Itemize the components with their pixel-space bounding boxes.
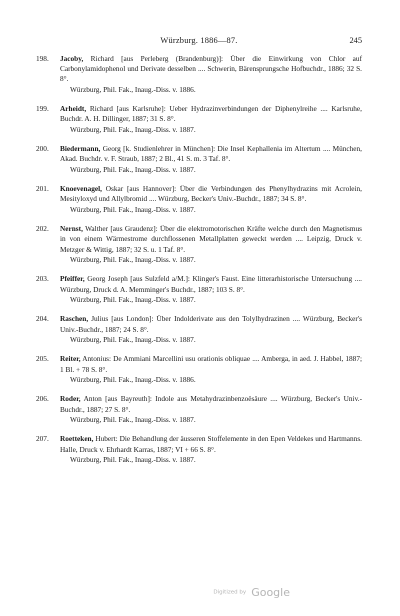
list-item: [36, 354, 362, 385]
entry-publication: Würzburg, Phil. Fak., Inaug.-Diss. v. 1887.: [70, 204, 196, 214]
entry-citation: [60, 274, 362, 294]
entry-number: 204.: [36, 314, 49, 324]
entry-text: Walther [aus Graudenz]: Über die elektromotorischen Kräfte welche durch den Magnetismus in von einem Wärmestrome durchflossenen Metallplatten geweckt werden .... Leipzig, Druck v. Metzger & Wittig, 1887; 32 S. u. 1 Taf. 8°.: [60, 224, 362, 254]
list-item: [36, 394, 362, 425]
author-name: Roetteken,: [60, 434, 94, 444]
author-name: Roder,: [60, 394, 81, 404]
entry-number: 199.: [36, 104, 49, 114]
entry-text: Oskar [aus Hannover]: Über die Verbindungen des Phenylhydrazins mit Acrolein, Mesityloxyd und Allylbromid .... Würzburg, Becker's Univ.-Buchdr., 1887; 34 S. 8°.: [60, 184, 363, 204]
entry-publication: Würzburg, Phil. Fak., Inaug.-Diss. v. 1887.: [70, 334, 196, 344]
author-name: Reiter,: [60, 354, 81, 364]
digitization-watermark: [213, 582, 290, 601]
entry-text: Richard [aus Perleberg (Brandenburg)]: Über die Einwirkung von Chlor auf Carbonylamidophenol und Derivate desselben .... Schwerin, Bärensprungsche Hofbuchdr., 1886; 32 S. 8°.: [60, 54, 363, 84]
entry-citation: [60, 184, 362, 204]
entry-number: 202.: [36, 224, 49, 234]
list-item: [36, 224, 362, 265]
entry-text: Julius [aus London]: Über Indolderivate aus den Tolylhydrazinen .... Würzburg, Becker's Univ.-Buchdr., 1887; 24 S. 8°.: [60, 314, 363, 334]
entry-citation: [60, 104, 362, 124]
entry-publication: Würzburg, Phil. Fak., Inaug.-Diss. v. 1886.: [70, 374, 196, 384]
author-name: Biedermann,: [60, 144, 101, 154]
entry-citation: [60, 224, 362, 255]
entry-publication: Würzburg, Phil. Fak., Inaug.-Diss. v. 1887.: [70, 254, 196, 264]
list-item: [36, 184, 362, 215]
list-item: [36, 274, 362, 305]
entry-citation: [60, 354, 362, 374]
entry-publication: Würzburg, Phil. Fak., Inaug.-Diss. v. 1887.: [70, 124, 196, 134]
running-header: [36, 36, 362, 48]
entry-text: Richard [aus Karlsruhe]: Ueber Hydrazinverbindungen der Diphenylreihe .... Karlsruhe, Buchdr. A. H. Dillinger, 1887; 31 S. 8°.: [60, 104, 362, 124]
entry-citation: [60, 54, 362, 85]
list-item: [36, 104, 362, 135]
entry-number: 207.: [36, 434, 49, 444]
list-item: [36, 434, 362, 465]
google-logo: Google: [251, 586, 290, 599]
author-name: Arheidt,: [60, 104, 87, 114]
author-name: Raschen,: [60, 314, 89, 324]
author-name: Jacoby,: [60, 54, 84, 63]
entry-text: Georg [k. Studienlehrer in München]: Die Insel Kephallenia im Altertum .... München, Akad. Buchdr. v. F. Straub, 1887; 2 Bl., 41 S. m. 3 Taf. 8°.: [60, 144, 363, 164]
author-name: Pfeiffer,: [60, 274, 85, 284]
digitized-by-text: Digitized by: [213, 589, 247, 596]
header-title: Würzburg. 1886—87.: [160, 36, 238, 45]
list-item: [36, 314, 362, 345]
entry-text: Georg Joseph [aus Sulzfeld a/M.]: Klinger's Faust. Eine litterarhistorische Untersuchung .... Würzburg, Druck d. A. Memminger's Buchdr., 1887; 103 S. 8°.: [60, 274, 362, 294]
entry-citation: [60, 434, 362, 454]
entry-citation: [60, 144, 362, 164]
entry-number: 198.: [36, 54, 49, 63]
entry-text: Antonius: De Ammiani Marcellini usu orationis obliquae .... Amberga, in aed. J. Habbel, 1887; 1 Bl. + 78 S. 8°.: [60, 354, 362, 374]
entry-publication: Würzburg, Phil. Fak., Inaug.-Diss. v. 1887.: [70, 294, 196, 304]
entry-text: Anton [aus Bayreuth]: Indole aus Metahydrazinbenzoësäure .... Würzburg, Becker's Univ.-Buchdr., 1887; 27 S. 8°.: [60, 394, 363, 414]
list-item: [36, 54, 362, 95]
entry-number: 205.: [36, 354, 49, 364]
page-number: 245: [349, 36, 362, 45]
entry-list: [36, 54, 362, 474]
entry-citation: [60, 314, 362, 334]
entry-publication: Würzburg, Phil. Fak., Inaug.-Diss. v. 1886.: [70, 84, 196, 94]
entry-citation: [60, 394, 362, 414]
entry-text: Hubert: Die Behandlung der äusseren Stoffelemente in den Epen Veldekes und Hartmanns. Halle, Druck v. Ehrhardt Karras, 1887; VI + 66 S. 8°.: [60, 434, 362, 454]
entry-number: 201.: [36, 184, 49, 194]
list-item: [36, 144, 362, 175]
entry-publication: Würzburg, Phil. Fak., Inaug.-Diss. v. 1887.: [70, 454, 196, 464]
entry-number: 200.: [36, 144, 49, 154]
entry-number: 206.: [36, 394, 49, 404]
entry-publication: Würzburg, Phil. Fak., Inaug.-Diss. v. 1887.: [70, 414, 196, 424]
author-name: Knoevenagel,: [60, 184, 102, 194]
entry-number: 203.: [36, 274, 49, 284]
entry-publication: Würzburg, Phil. Fak., Inaug.-Diss. v. 1887.: [70, 164, 196, 174]
author-name: Nernst,: [60, 224, 83, 234]
